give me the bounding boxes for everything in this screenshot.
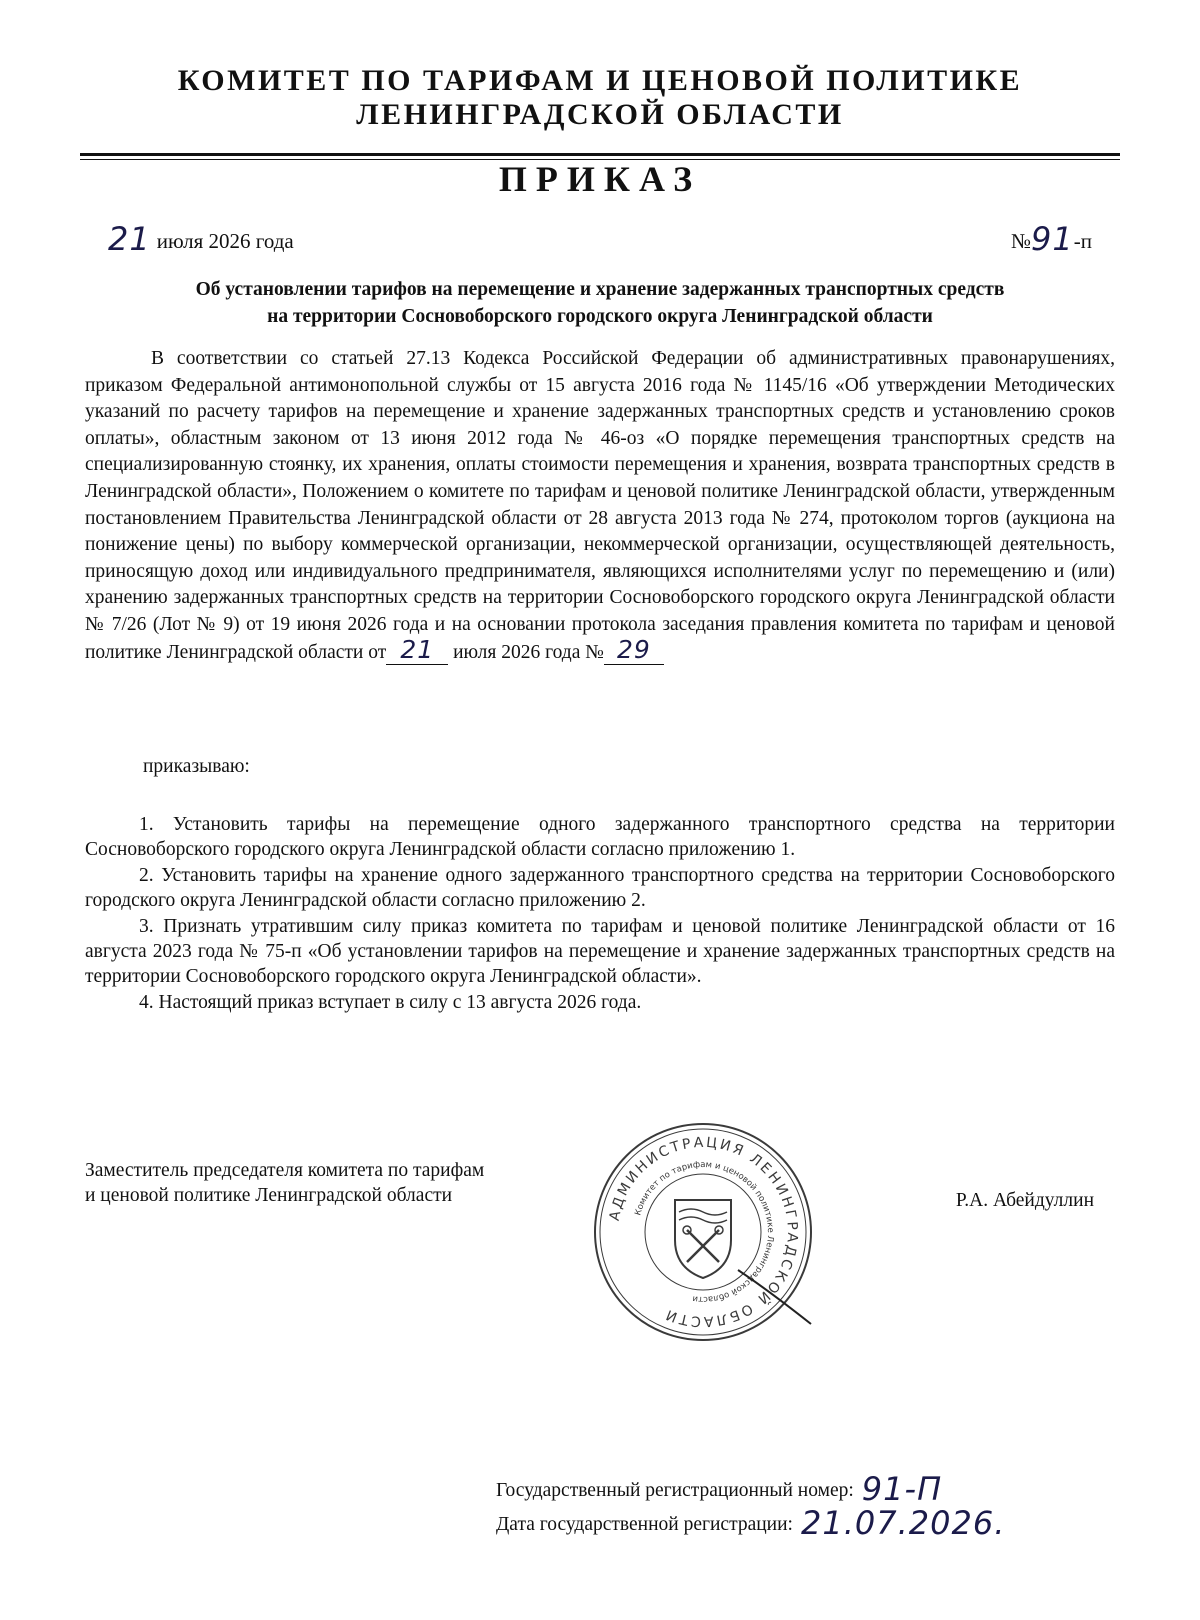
handwritten-number: 91 (1031, 220, 1074, 258)
handwritten-day: 21 (108, 220, 151, 258)
protocol-number-blank (604, 634, 664, 665)
registration-number-value: 91-П (861, 1470, 943, 1508)
number-suffix: -п (1073, 229, 1092, 253)
org-name-line1: КОМИТЕТ ПО ТАРИФАМ И ЦЕНОВОЙ ПОЛИТИКЕ (177, 64, 1023, 97)
signer-position (85, 1158, 484, 1208)
protocol-day-blank (386, 634, 448, 665)
preamble-paragraph (85, 346, 1115, 666)
signer-position-line1: Заместитель председателя комитета по тарифам (85, 1160, 485, 1181)
title-line2: на территории Сосновоборского городского округа Ленинградской области (267, 306, 933, 327)
order-number (1011, 218, 1092, 256)
preamble (85, 346, 1115, 666)
registration-date (496, 1500, 1006, 1542)
order-title (85, 276, 1115, 330)
preamble-text: В соответствии со статьей 27.13 Кодекса Российской Федерации об административных правонарушениях, приказом Федеральной антимонопольной службы от 15 августа 2016 года № 1145/16 «Об утверждении Методических указаний по расчету тарифов на перемещение и хранение задержанных транспортных средств и установлению сроков оплаты», областным законом от 13 июня 2012 года № 46-оз «О порядке перемещения транспортных средств на специализированную стоянку, их хранения, оплаты стоимости перемещения и хранения, возврата транспортных средств в Ленинградской области», Положением о комитете по тарифам и ценовой политике Ленинградской области, утвержденным постановлением Правительства Ленинградской области от 28 августа 2013 года № 274, протоколом торгов (аукциона на понижение цены) по выбору коммерческой организации, некоммерческой организации, осуществляющей деятельность, приносящую доход или индивидуального предпринимателя, являющихся исполнителями услуг по перемещению и (или) хранению задержанных транспортных средств на территории Сосновоборского городского округа Ленинградской области № 7/26 (Лот № 9) от 19 июня 2026 года и на основании протокола заседания правления комитета по тарифам и ценовой политике Ленинградской области от (85, 348, 1115, 663)
seal-outer-text: АДМИНИСТРАЦИЯ ЛЕНИНГРАДСКОЙ ОБЛАСТИ (606, 1134, 801, 1330)
header-rule-thick (80, 153, 1120, 156)
order-item-1: 1. Установить тарифы на перемещение одного задержанного транспортного средства на территории Сосновоборского городского округа Ленинградской области согласно приложению 1. (85, 814, 1115, 861)
order-item-3: 3. Признать утратившим силу приказ комитета по тарифам и ценовой политике Ленинградской области от 16 августа 2023 года № 75-п «Об установлении тарифов на перемещение и хранение задержанных транспортных средств на территории Сосновоборского городского округа Ленинградской области». (85, 915, 1115, 988)
seal-inner-text: Комитет по тарифам и ценовой политике Ленинградской области (633, 1159, 776, 1305)
decree-word: приказываю: (143, 756, 250, 777)
order-item-2: 2. Установить тарифы на хранение одного задержанного транспортного средства на территории Сосновоборского городского округа Ленинградской области согласно приложению 2. (85, 864, 1115, 912)
order-date (108, 218, 294, 256)
registration-number (496, 1466, 943, 1508)
order-item-4: 4. Настоящий приказ вступает в силу с 13 августа 2026 года. (139, 991, 642, 1013)
signer-name: Р.А. Абейдуллин (955, 1190, 1094, 1211)
order-items (85, 812, 1115, 1015)
registration-date-value: 21.07.2026. (800, 1504, 1006, 1542)
date-rest: июля 2026 года (156, 229, 294, 253)
registration-number-label: Государственный регистрационный номер: (496, 1480, 854, 1501)
document-type: ПРИКАЗ (498, 159, 702, 199)
official-seal (563, 1112, 843, 1352)
signer-position-line2: и ценовой политике Ленинградской области (85, 1185, 453, 1206)
org-name-line2: ЛЕНИНГРАДСКОЙ ОБЛАСТИ (356, 98, 844, 131)
handwritten-protocol-number: 29 (616, 634, 651, 664)
registration-date-label: Дата государственной регистрации: (496, 1514, 793, 1535)
coat-of-arms-icon (675, 1200, 731, 1278)
preamble-middle: июля 2026 года № (453, 641, 604, 663)
handwritten-protocol-day: 21 (400, 634, 435, 664)
title-line1: Об установлении тарифов на перемещение и хранение задержанных транспортных средств (195, 279, 1005, 300)
number-prefix: № (1011, 229, 1032, 253)
